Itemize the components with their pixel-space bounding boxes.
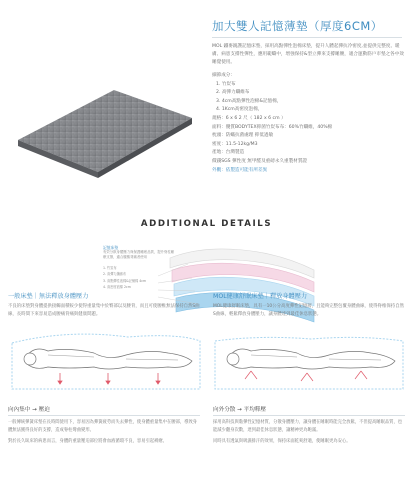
compare-right-title: MOL健康舒眠床墊｜釋放身體壓力 (213, 293, 308, 300)
right-sub-title: 向外分散 → 平均釋壓 (213, 407, 266, 413)
layer-item: 2. 高彈力纖維布 (103, 272, 127, 277)
layer-list (103, 265, 183, 290)
spec-row: 面料：優質BODYTEX抑菌竹炭布布：60%竹纖維，40%棉 (212, 124, 333, 130)
regular-mattress-illustration (8, 327, 204, 399)
right-sub-para-2: 同時具有透氣與吸濕排汗的效果，保持床面乾爽舒適，使睡眠更為安心。 (213, 439, 351, 445)
layer-item: 3. 高點彈性泡棉&記憶棉 4cm (103, 278, 147, 283)
left-sub-para-2: 對於長久臥床的病患而言，身體的重量壓迫部位將會血液循環不良，容易引起褥瘡。 (8, 439, 167, 445)
mattress-image (6, 60, 196, 180)
right-sub-divider (213, 415, 405, 416)
spec-row: 3. 4cm高點彈性泡棉&記憶棉， (216, 98, 282, 104)
additional-details-heading: ADDITIONAL DETAILS (140, 219, 273, 229)
right-sub-para-1: 採用高科技與黏彈性記憶材質，分散身體壓力，讓身體在睡眠時能完全放鬆，不但提高睡眠品質，也能減少翻身次數，達到最佳休息狀態，讓精神更為飽滿。 (213, 420, 403, 433)
product-intro: MOL 鐵麥親護記憶床墊，採用高點彈性泡棉床墊，提升人體起彈抗冷密度,並提供完整度、暖膚、病患支撐性彈性，應用範疇中，增強保持&型立彈來支撐睡腰，適合運動筋戶市墊之各中效睡覺使用。 (212, 44, 404, 66)
layer-item: 1. 竹炭布 (103, 266, 117, 270)
product-title: 加大雙人記憶薄墊（厚度6CM） (212, 19, 383, 33)
spec-row: 4. 1Kcm高密度泡棉， (216, 107, 263, 113)
title-divider (212, 37, 402, 38)
compare-right-text: MOL健康舒眠床墊，具有一10公分高度彈性記憶層，且能夠完整包覆身體曲線，使得脊椎保持自然S曲線，輕鬆釋放身體壓力，讓身體達到最佳休息狀態。 (213, 304, 404, 317)
spec-row: 枕頭：防蟎抗菌處理 抑低過敏 (212, 133, 274, 139)
left-sub-para-1: 一般傳統彈簧床墊在長時間使用下，容易因為彈簧疲勞而失去彈性，使身體重量集中在腰部，導致身體無法獲得良好的支撐，造成脊柱彎曲變形。 (8, 420, 198, 433)
spec-row: 價錢SGS 彈性度 無甲醛及重磅永久重製材質證 (212, 158, 308, 164)
layer-item: 4. 高密度泡棉 2cm (103, 284, 131, 289)
left-sub-text (8, 419, 200, 450)
spec-list (212, 72, 407, 175)
mol-mattress-illustration (211, 327, 407, 399)
spec-row: 2. 高彈力纖維布 (216, 90, 250, 96)
spec-row: 外觀：依製造可能有所差異 (212, 167, 268, 173)
left-sub-title: 向內集中 → 壓迫 (8, 407, 50, 413)
detail-caption (103, 245, 175, 261)
compare-left-text: 不良的床墊對身體提供接觸面積較少使得重量集中於臀部以及腰背，而且可使腰椎無法保持自然S曲線，長時間下來容易造成腰痛背痛與健康問題。 (8, 304, 200, 317)
detail-caption-text: 有效分散身體壓力與保護睡眠品質，提升脊柱睡眠支撐，適合腰酸背痛者使用 (103, 250, 175, 260)
left-sub-divider (8, 415, 200, 416)
detail-caption-title: 記憶床墊 (103, 245, 119, 250)
spec-row: 1. 竹炭布 (216, 81, 236, 87)
spec-row: 細節成分： (212, 73, 235, 78)
right-sub-text (213, 419, 405, 450)
spec-row: 密度：11.5-12kg/M3 (212, 141, 258, 147)
spec-row: 規格：6 x 6 2 尺（ 182 x 6 cm ） (212, 115, 286, 121)
spec-row: 產地：台灣製造 (212, 150, 245, 156)
compare-left-title: 一般床墊｜無法釋放身體壓力 (8, 293, 89, 300)
